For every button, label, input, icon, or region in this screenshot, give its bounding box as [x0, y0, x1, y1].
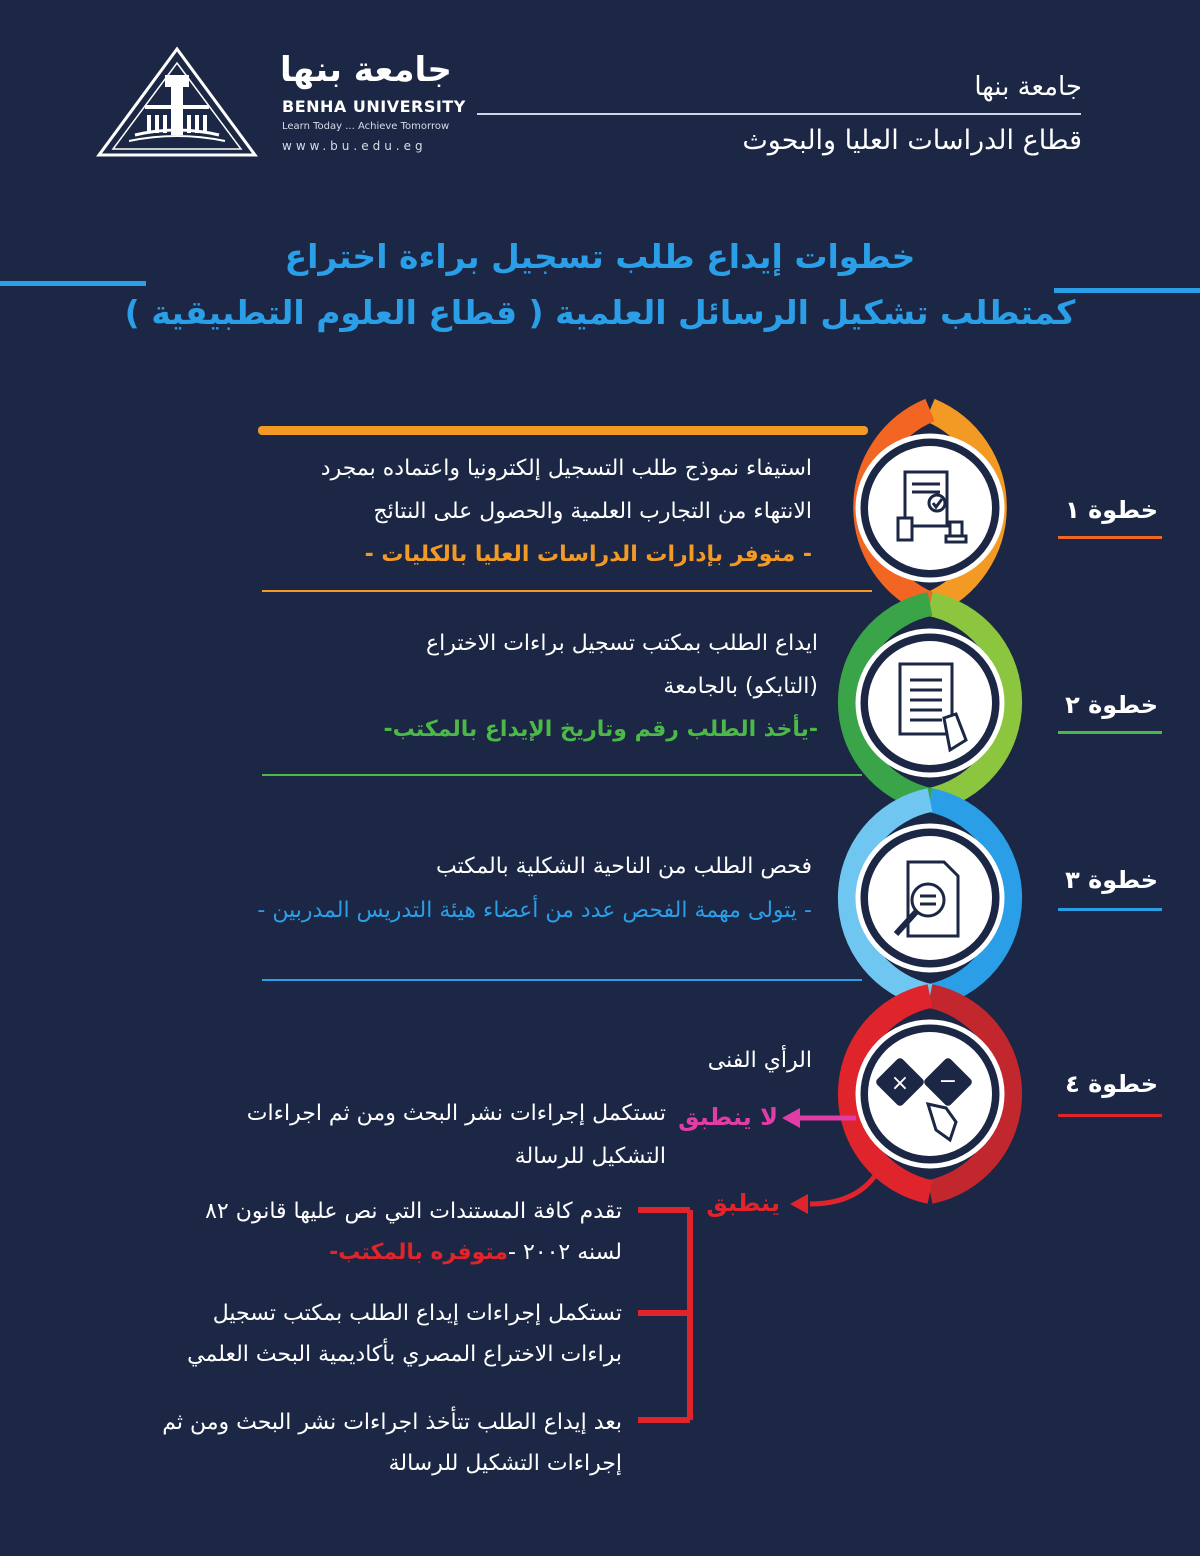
step3-label: خطوة ٣ [1065, 866, 1158, 894]
step4-line1: الرأي الفنى [707, 1048, 812, 1073]
page-title-line2: كمتطلب تشكيل الرسائل العلمية ( قطاع العلوم التطبيقية ) [124, 293, 1076, 332]
applicable-item2-line1: تستكمل إجراءات إيداع الطلب بمكتب تسجيل [212, 1301, 622, 1326]
applicable-item3-line1: بعد إيداع الطلب تتأخذ اجراءات نشر البحث ومن ثم [162, 1410, 622, 1435]
applicable-item1-line1: تقدم كافة المستندات التي نص عليها قانون ٨٢ [205, 1199, 622, 1224]
step1-line2: الانتهاء من التجارب العلمية والحصول على النتائج [373, 499, 812, 524]
step3-line1: فحص الطلب من الناحية الشكلية بالمكتب [435, 854, 812, 879]
applicable-item1-line2 [102, 1231, 622, 1274]
applicable-item1-note: متوفره بالمكتب- [329, 1240, 509, 1265]
logo-tagline: Learn Today ... Achieve Tomorrow [282, 121, 450, 132]
step2-divider [262, 774, 862, 776]
step1-divider [262, 590, 872, 592]
step2-line1: ايداع الطلب بمكتب تسجيل براءات الاختراع [425, 631, 818, 656]
logo-english-name: BENHA UNIVERSITY [282, 97, 466, 116]
not-applicable-text1: تستكمل إجراءات نشر البحث ومن ثم اجراءات [246, 1101, 666, 1126]
applicable-item2-line2: براءات الاختراع المصري بأكاديمية البحث العلمي [187, 1342, 622, 1367]
svg-text:−: − [938, 1069, 958, 1094]
step4-label: خطوة ٤ [1065, 1070, 1158, 1098]
step1-note: - متوفر بإدارات الدراسات العليا بالكليات - [364, 542, 812, 567]
applicable-item1-year: لسنه ٢٠٠٢ - [508, 1240, 622, 1265]
step1-label: خطوة ١ [1065, 496, 1158, 524]
header-university: جامعة بنها [974, 72, 1082, 102]
step3-divider [262, 979, 862, 981]
page-title-line1: خطوات إيداع طلب تسجيل براءة اختراع [284, 237, 916, 276]
step1-top-bar [258, 426, 868, 435]
applicable-label: ينطبق [706, 1189, 780, 1217]
header-sector: قطاع الدراسات العليا والبحوث [742, 125, 1082, 156]
not-applicable-text2: التشكيل للرسالة [514, 1144, 666, 1169]
step3-note: - يتولى مهمة الفحص عدد من أعضاء هيئة التدريس المدربين - [257, 898, 812, 923]
step2-line2: (التايكو) بالجامعة [663, 674, 818, 699]
applicable-item3-line2: إجراءات التشكيل للرسالة [388, 1451, 622, 1476]
logo-arabic-name: جامعة بنها [280, 50, 452, 90]
logo-website: www.bu.edu.eg [282, 139, 427, 153]
not-applicable-label: لا ينطبق [678, 1103, 778, 1131]
step2-label: خطوة ٢ [1065, 691, 1158, 719]
step2-note: -يأخذ الطلب رقم وتاريخ الإيداع بالمكتب- [383, 717, 818, 742]
step1-line1: استيفاء نموذج طلب التسجيل إلكترونيا واعتماده بمجرد [320, 456, 812, 481]
svg-text:×: × [890, 1071, 910, 1096]
